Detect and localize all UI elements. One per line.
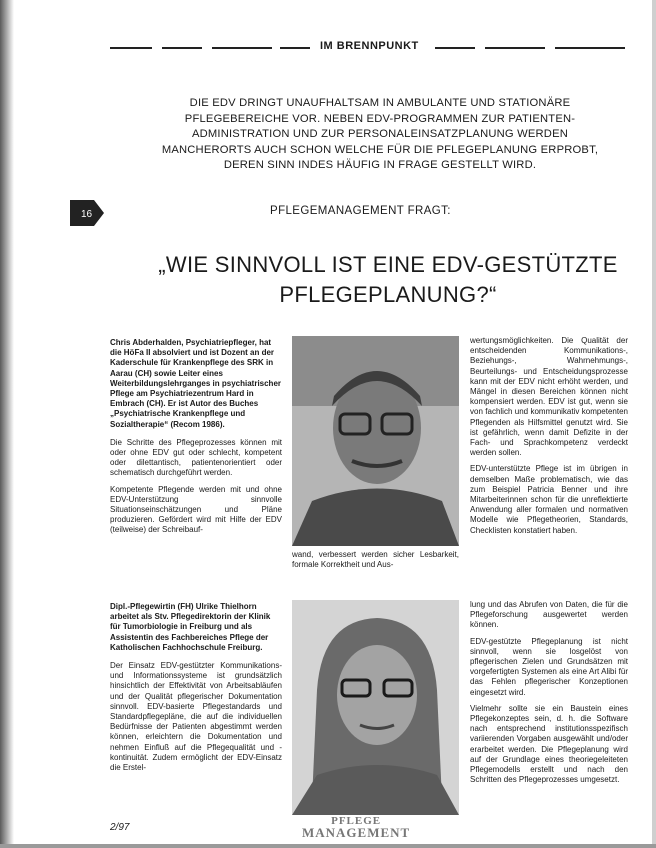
author-bio: Chris Abderhalden, Psychiatriepfleger, hat die HöFa II absolviert und ist Dozent an der Kaderschule für Krankenpflege des SRK in Aarau (CH) sowie Leiter eines Weiterbildungslehrganges in psychiatrischer Pflege am Psychiatriezentrum Hard in Embrach (CH). Er ist Autor des Buches „Psychiatrische Krankenpflege und Sozialtherapie“ (Recom 1986). [110, 338, 282, 429]
header-rule [485, 47, 545, 49]
headline [148, 250, 628, 310]
headline-line-2: PFLEGEPLANUNG?“ [279, 282, 497, 307]
paragraph: Vielmehr sollte sie ein Baustein eines Pflegekonzeptes sein, d. h. die Software nach entsprechend institutionsspezifisch variierenden Vorgaben ausgewählt und/oder erarbeitet werden. Die Pflegeplanung wird auf der Grundlage eines theoriegeleiteten Pflegemodells erstellt und nach den Schritten des Pflegeprozesses umgesetzt. [470, 703, 628, 785]
paragraph: Der Einsatz EDV-gestützter Kommunikations- und Informationssysteme ist grundsätzlich hinsichtlich der Effektivität von Arbeitsabläufen und der Qualität pflegerischer Dokumentation sinnvoll. EDV-basierte Pflegestandards und Standardpflegepläne, die auf die individuellen Bedürfnisse der Patienten abgestimmt werden können, erleichtern die Dokumentation und nehmen Einfluß auf die Pflegequalität und -kontinuität. Zudem ermöglicht der EDV-Einsatz die Erstel- [110, 661, 282, 773]
header-rule [555, 47, 625, 49]
scan-edge-bottom [0, 844, 656, 848]
headline-line-1: „WIE SINNVOLL IST EINE EDV-GESTÜTZTE [158, 252, 618, 277]
article2-right-column [470, 600, 628, 791]
header-rule [212, 47, 272, 49]
logo-bottom: MANAGEMENT [302, 825, 411, 840]
article1-left-column [110, 338, 282, 542]
scan-edge-right [652, 0, 656, 848]
scan-edge-left [0, 0, 14, 848]
header-rule [280, 47, 310, 49]
paragraph: lung und das Abrufen von Daten, die für die Pflegeforschung ausgewertet werden können. [470, 600, 628, 630]
footer-issue: 2/97 [110, 822, 130, 833]
paragraph: EDV-unterstützte Pflege ist im übrigen in demselben Maße problematisch, wie das zum Beispiel Patricia Benner und ihre Mitarbeiterinnen schon für die unreflektierte Anwendung aller formalen und normativen Modelle wie Pflegetheorien, Standards, Checklisten konstatiert haben. [470, 464, 628, 535]
magazine-logo [302, 815, 410, 839]
article2-left-column [110, 602, 282, 779]
paragraph: EDV-gestützte Pflegeplanung ist nicht sinnvoll, wenn sie losgelöst von pflegerischen Zielen und Grundsätzen mit vorgefertigten Systemen als eine Art Alibi für das Fehlen pflegerischer Konzeptionen eingesetzt wird. [470, 636, 628, 697]
logo-top: PFLEGE [331, 815, 382, 827]
author-bio: Dipl.-Pflegewirtin (FH) Ulrike Thielhorn arbeitet als Stv. Pflegedirektorin der Klinik für Tumorbiologie in Freiburg und als Assistentin des Fachbereiches Pflege der Katholischen Fachhochschule Freiburg. [110, 602, 271, 652]
paragraph: wertungsmöglichkeiten. Die Qualität der entscheidenden Kommunikations-, Beziehungs-, Wahrnehmungs-, Beurteilungs- und Entscheidungsprozesse kann mit der EDV nicht erhöht werden, und Mängel in diesen Bereichen können nicht kompensiert werden. EDV ist gut, wenn sie von fachlich und kommunikativ kompetenten Pflegenden als Hilfsmittel genutzt wird. Sie ist gefährlich, wenn damit Defizite in der Fach- und Sprachkompetenz verdeckt werden sollen. [470, 336, 628, 458]
section-label: IM BRENNPUNKT [320, 40, 419, 52]
paragraph: Kompetente Pflegende werden mit und ohne EDV-Unterstützung sinnvolle Situationseinschätzungen und Pläne produzieren. Gefördert wird mit Hilfe der EDV (teilweise) der Schreibauf- [110, 484, 282, 535]
article1-right-column [470, 336, 628, 542]
intro-paragraph: DIE EDV DRINGT UNAUFHALTSAM IN AMBULANTE UND STATIONÄRE PFLEGEBEREICHE VOR. NEBEN EDV-PROGRAMMEN ZUR PATIENTEN-ADMINISTRATION UND ZUR PERSONALEINSATZPLANUNG WERDEN MANCHERORTS AUCH SCHON WELCHE FÜR DIE PFLEGEPLANUNG ERPROBT, DEREN SINN INDES HÄUFIG IN FRAGE GESTELLT WIRD. [161, 97, 599, 171]
author-photo [292, 600, 459, 815]
header-rule [162, 47, 202, 49]
header-rule [435, 47, 475, 49]
page-number-tab [70, 200, 104, 226]
paragraph: Die Schritte des Pflegeprozesses können mit oder ohne EDV gut oder schlecht, kompetent oder dilettantisch, patientenorientiert oder schematisch durchgeführt werden. [110, 437, 282, 478]
page-number: 16 [81, 209, 93, 220]
kicker: PFLEGEMANAGEMENT FRAGT: [270, 205, 451, 217]
author-photo [292, 336, 459, 546]
header-rule [110, 47, 152, 49]
under-photo-text: wand, verbessert werden sicher Lesbarkeit, formale Korrektheit und Aus- [292, 550, 459, 570]
